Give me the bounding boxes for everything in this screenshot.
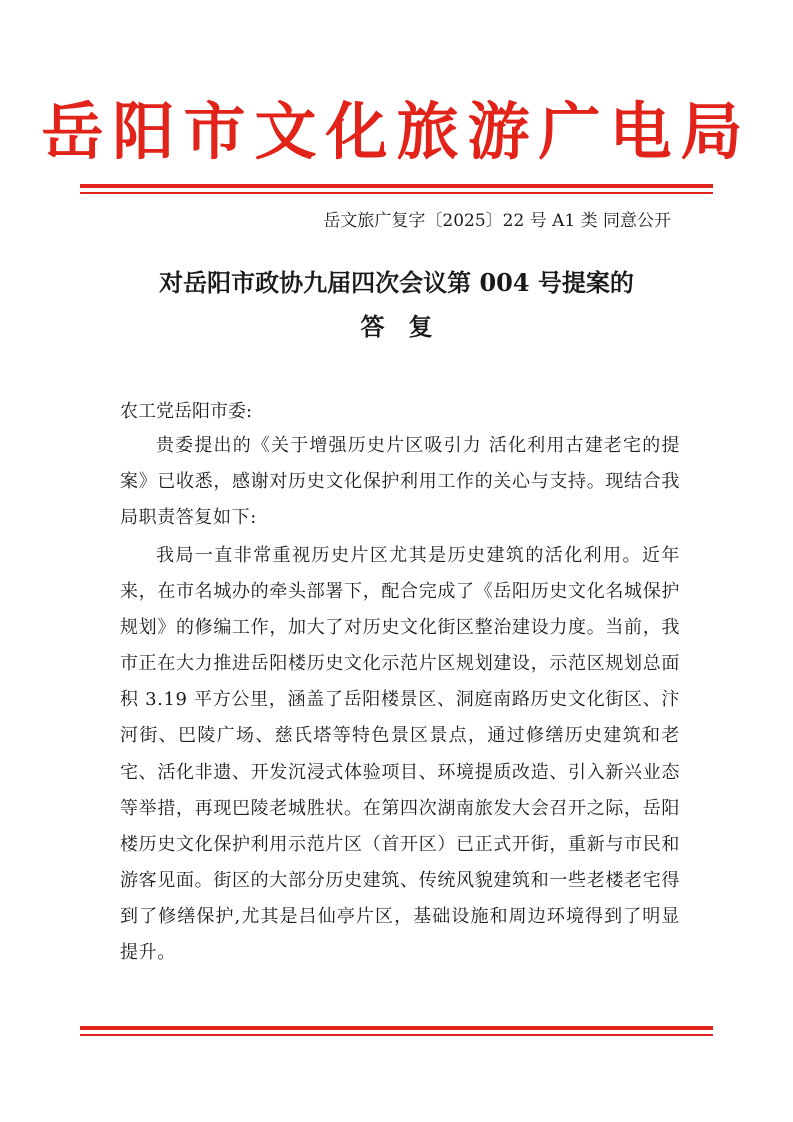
letterhead-red-rule-thick xyxy=(80,184,713,188)
document-number: 岳文旅广复字〔2025〕22 号 A1 类 同意公开 xyxy=(323,211,671,231)
letterhead-red-rule-thin xyxy=(80,192,713,194)
letterhead-org-name: 岳阳市文化旅游广电局 xyxy=(41,95,752,168)
salutation: 农工党岳阳市委: xyxy=(120,401,253,422)
document-title-line-1: 对岳阳市政协九届四次会议第 004 号提案的 xyxy=(159,268,634,297)
body-paragraph-2: 我局一直非常重视历史片区尤其是历史建筑的活化利用。近年来，在市名城办的牵头部署下，配合完成了《岳阳历史文化名城保护规划》的修编工作，加大了对历史文化街区整治建设力度。当前，我市正在大力推进岳阳楼历史文化示范片区规划建设，示范区规划总面积 3.19 平方公里，涵盖了岳阳楼景区、洞庭南路历史文化街区、汴河街、巴陵广场、慈氏塔等特色景区景点，通过修缮历史建筑和老宅、活化非遗、开发沉浸式体验项目、环境提质改造、引入新兴业态等举措，再现巴陵老城胜状。在第四次湖南旅发大会召开之际，岳阳楼历史文化保护利用示范片区（首开区）已正式开街，重新与市民和游客见面。街区的大部分历史建筑、传统风貌建筑和一些老楼老宅得到了修缮保护,尤其是吕仙亭片区，基础设施和周边环境得到了明显提升。 xyxy=(120,545,680,964)
footer-red-rule-thick xyxy=(80,1026,713,1030)
document-title-line-2: 答复 xyxy=(360,312,457,341)
footer-red-rule-thin xyxy=(80,1034,713,1036)
body-paragraph-1: 贵委提出的《关于增强历史片区吸引力 活化利用古建老宅的提案》已收悉，感谢对历史文化保护利用工作的关心与支持。现结合我局职责答复如下: xyxy=(120,435,680,529)
